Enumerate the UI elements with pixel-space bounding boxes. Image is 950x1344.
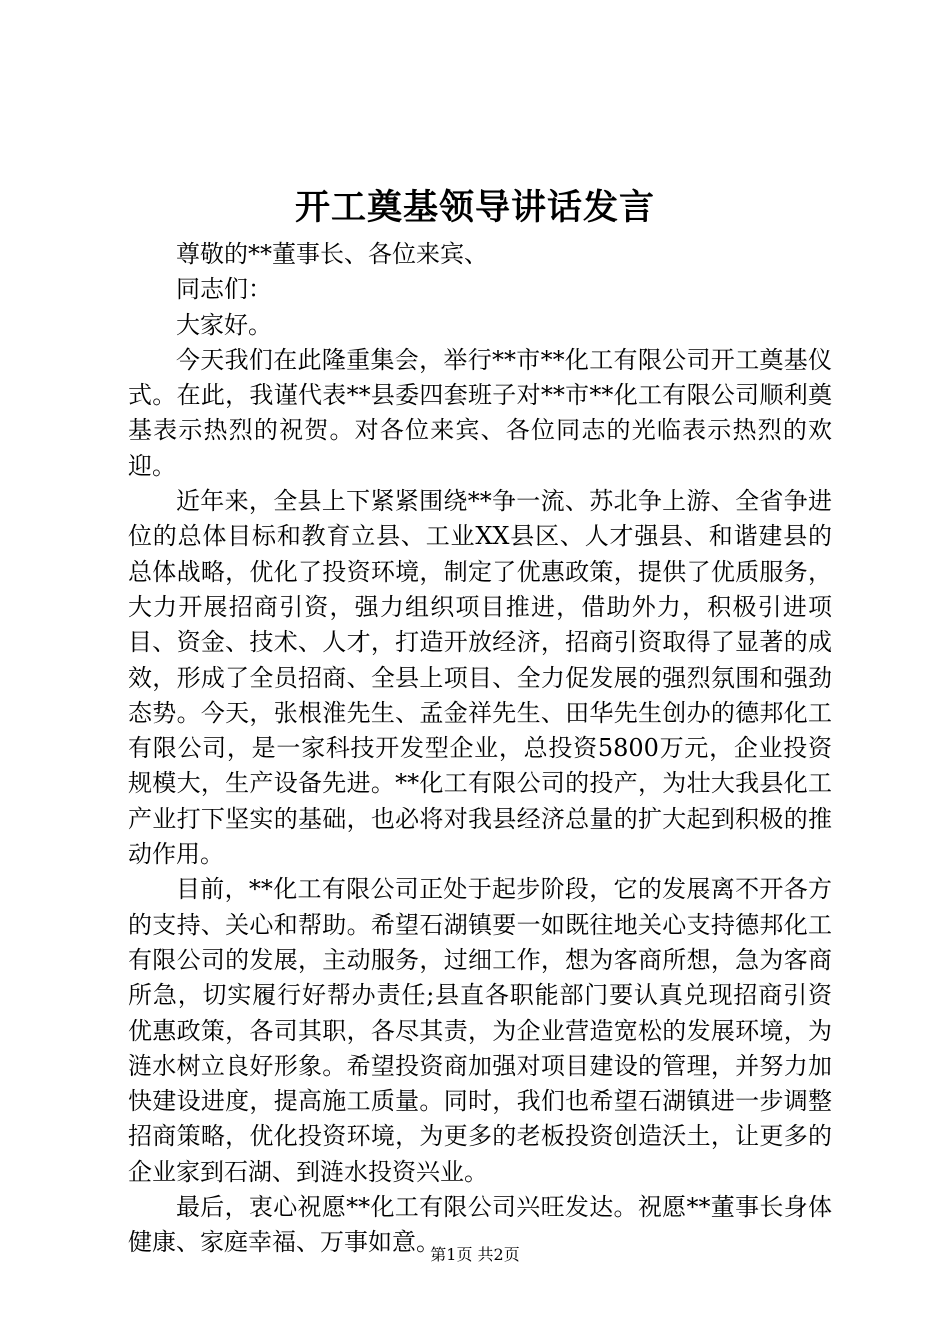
body-paragraph: 近年来，全县上下紧紧围绕**争一流、苏北争上游、全省争进位的总体目标和教育立县、工业XX县区、人才强县、和谐建县的总体战略，优化了投资环境，制定了优惠政策，提供了优质服务，大力开展招商引资，强力组织项目推进，借助外力，积极引进项目、资金、技术、人才，打造开放经济，招商引资取得了显著的成效，形成了全员招商、全县上项目、全力促发展的强烈氛围和强劲态势。今天，张根淮先生、孟金祥先生、田华先生创办的德邦化工有限公司，是一家科技开发型企业，总投资5800万元，企业投资规模大，生产设备先进。**化工有限公司的投产，为壮大我县化工产业打下坚实的基础，也必将对我县经济总量的扩大起到积极的推动作用。 bbox=[128, 487, 832, 869]
salutation-line: 尊敬的**董事长、各位来宾、 bbox=[176, 240, 488, 268]
page-number-footer: 第1页 共2页 bbox=[430, 1245, 520, 1264]
body-paragraph: 今天我们在此隆重集会，举行**市**化工有限公司开工奠基仪式。在此，我谨代表**县委四套班子对**市**化工有限公司顺利奠基表示热烈的祝贺。对各位来宾、各位同志的光临表示热烈的欢迎。 bbox=[128, 345, 832, 480]
salutation-line: 同志们： bbox=[176, 275, 272, 304]
document-title: 开工奠基领导讲话发言 bbox=[294, 187, 655, 228]
document-body bbox=[128, 237, 832, 1261]
greeting-line: 大家好。 bbox=[176, 310, 272, 339]
closing-paragraph: 最后，衷心祝愿**化工有限公司兴旺发达。祝愿**董事长身体健康、家庭幸福、万事如意。 bbox=[128, 1193, 832, 1257]
body-paragraph: 目前，**化工有限公司正处于起步阶段，它的发展离不开各方的支持、关心和帮助。希望石湖镇要一如既往地关心支持德邦化工有限公司的发展，主动服务，过细工作，想为客商所想，急为客商所急，切实履行好帮办责任;县直各职能部门要认真兑现招商引资优惠政策，各司其职，各尽其责，为企业营造宽松的发展环境，为涟水树立良好形象。希望投资商加强对项目建设的管理，并努力加快建设进度，提高施工质量。同时，我们也希望石湖镇进一步调整招商策略，优化投资环境，为更多的老板投资创造沃土，让更多的企业家到石湖、到涟水投资兴业。 bbox=[128, 875, 832, 1186]
